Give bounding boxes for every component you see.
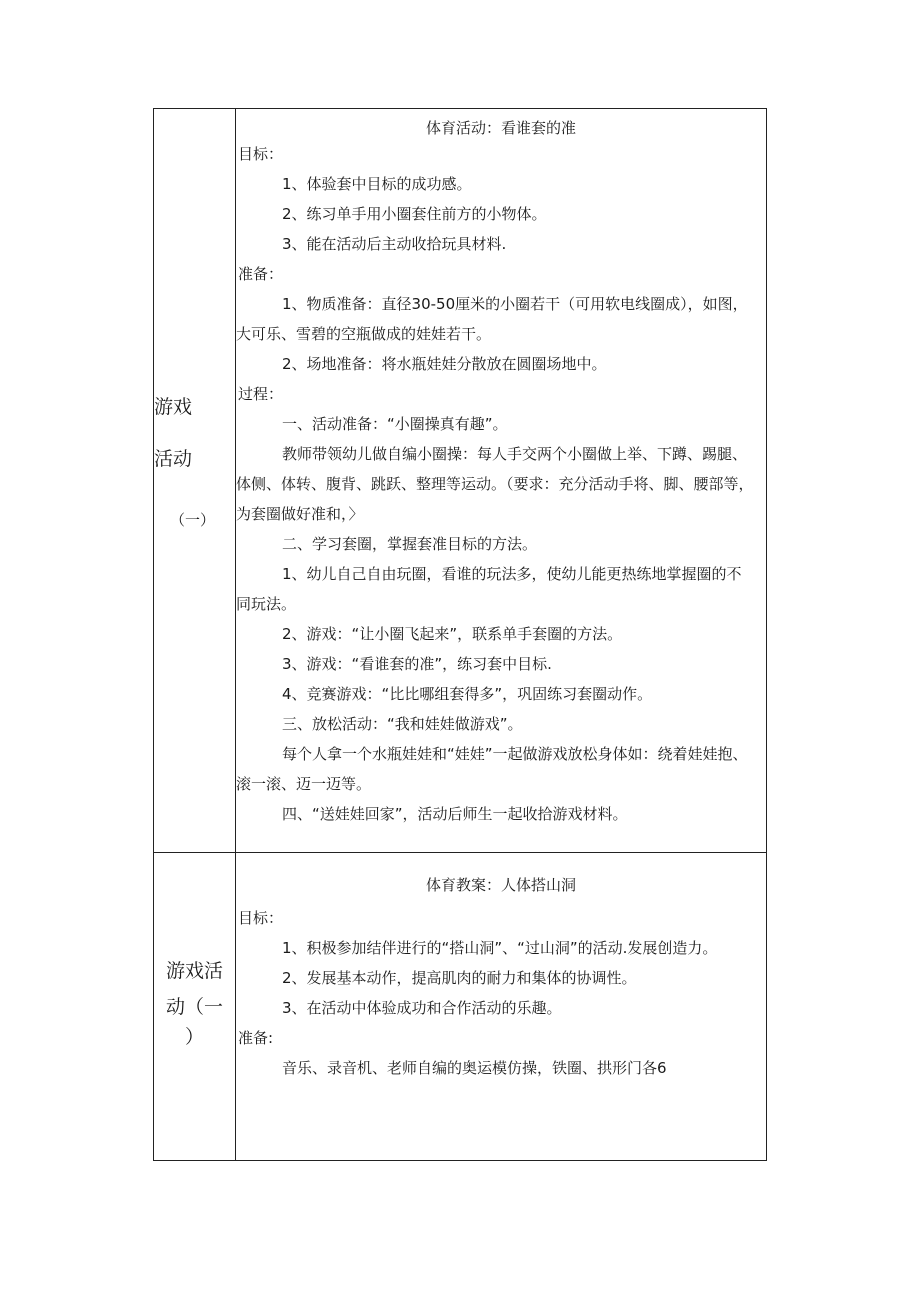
- goal-item: 1、积极参加结伴进行的“搭山洞”、“过山洞”的活动.发展创造力。: [282, 939, 718, 957]
- goal-item: 2、练习单手用小圈套住前方的小物体。: [282, 205, 547, 223]
- row-label-line: 游戏: [154, 396, 193, 418]
- row-label-cell: [154, 853, 236, 1160]
- process-step: 每个人拿一个水瓶娃娃和“娃娃”一起做游戏放松身体如：绕着娃娃抱、滚一滚、迈一迈等。: [236, 745, 748, 793]
- prep-heading: 准备：: [238, 265, 284, 283]
- goal-item: 3、在活动中体验成功和合作活动的乐趣。: [282, 999, 562, 1017]
- table-row-game-activity-2: [154, 852, 766, 1160]
- process-step: 四、“送娃娃回家”，活动后师生一起收拾游戏材料。: [282, 805, 628, 823]
- goals-heading: 目标：: [238, 145, 284, 163]
- lesson-content-cell: [236, 109, 766, 852]
- process-step: 一、活动准备：“小圈操真有趣”。: [282, 415, 508, 433]
- process-step: 2、游戏：“让小圈飞起来”，联系单手套圈的方法。: [282, 625, 623, 643]
- row-label: [154, 953, 235, 1055]
- prep-item: 音乐、录音机、老师自编的奥运模仿操，铁圈、拱形门各6: [282, 1059, 667, 1077]
- goals-heading: 目标：: [238, 909, 284, 927]
- row-label-line: （一）: [170, 511, 216, 529]
- process-step: 4、竞赛游戏：“比比哪组套得多”，巩固练习套圈动作。: [282, 685, 653, 703]
- prep-item: 1、物质准备：直径30-50厘米的小圈若干（可用软电线圈成），如图，大可乐、雪碧的空瓶做成的娃娃若干。: [236, 295, 748, 343]
- process-heading: 过程：: [238, 385, 284, 403]
- process-step: 3、游戏：“看谁套的准”，练习套中目标.: [282, 655, 552, 673]
- lesson-content-cell: [236, 853, 766, 1160]
- goal-item: 3、能在活动后主动收拾玩具材料.: [282, 235, 507, 253]
- row-label-cell: [154, 109, 236, 852]
- goal-item: 1、体验套中目标的成功感。: [282, 175, 472, 193]
- lesson-title: 体育活动：看谁套的准: [425, 119, 576, 137]
- process-step: 教师带领幼儿做自编小圈操：每人手交两个小圈做上举、下蹲、踢腿、体侧、体转、腹背、跳跃、整理等运动。（要求：充分活动手将、脚、腰部等，为套圈做好准和，〉: [236, 445, 754, 523]
- lesson-table: [153, 108, 767, 1161]
- row-label-line: 活动: [154, 448, 193, 470]
- row-label-line: 动（一: [165, 996, 223, 1018]
- process-step: 三、放松活动：“我和娃娃做游戏”。: [282, 715, 523, 733]
- prep-heading: 准备:: [238, 1029, 274, 1047]
- row-label-line: ）: [184, 1026, 204, 1048]
- lesson-title: 体育教案：人体搭山洞: [425, 876, 576, 894]
- goal-item: 2、发展基本动作，提高肌肉的耐力和集体的协调性。: [282, 969, 637, 987]
- process-step: 1、幼儿自己自由玩圈，看谁的玩法多，使幼儿能更热练地掌握圈的不同玩法。: [236, 565, 742, 613]
- process-step: 二、学习套圈，掌握套准目标的方法。: [282, 535, 538, 553]
- row-label-line: 游戏活: [165, 960, 223, 982]
- prep-item: 2、场地准备：将水瓶娃娃分散放在圆圈场地中。: [282, 355, 607, 373]
- table-row-game-activity-1: [154, 109, 766, 852]
